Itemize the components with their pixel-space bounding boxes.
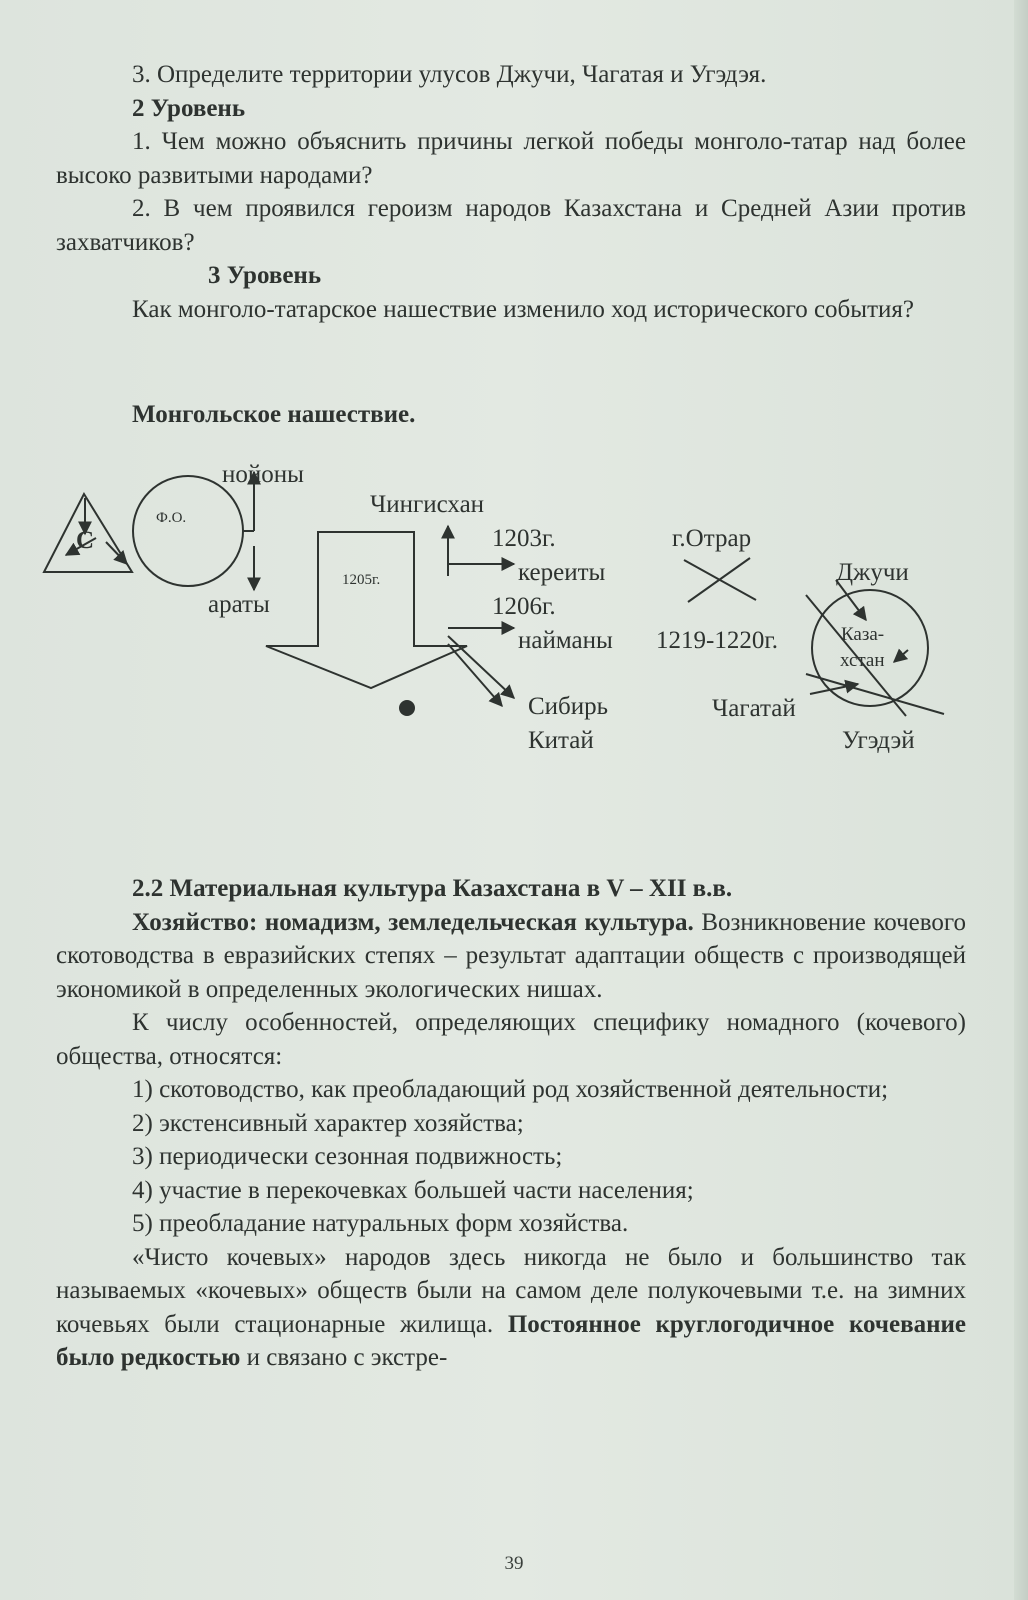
final-part-2: и связано с экстре- — [240, 1344, 448, 1371]
label-naimans: найманы — [518, 627, 613, 654]
lead-bold: Хозяйство: номадизм, земледельческая культура. — [132, 908, 694, 936]
dot-marker — [399, 700, 415, 716]
question-1-3: 3. Определите территории улусов Джучи, Чагатая и Угэдэя. — [132, 61, 767, 88]
label-kazakhstan-2: хстан — [840, 650, 885, 671]
label-chagatai: Чагатай — [712, 695, 796, 722]
label-otrar: г.Отрар — [672, 525, 752, 552]
label-siberia: Сибирь — [528, 693, 609, 720]
questions-block — [56, 58, 966, 326]
kazakhstan-circle — [812, 590, 928, 706]
question-3: Как монголо-татарское нашествие изменило ход исторического события? — [132, 295, 914, 323]
list-item: 4) участие в перекочевках большей части населения; — [132, 1176, 694, 1204]
label-years-1219: 1219-1220г. — [656, 627, 779, 654]
lead-rest: Возникновение кочевого скотоводства в евразийских степях – результат адаптации обществ с производящей экономикой в определенных экологических нишах. — [56, 908, 967, 1003]
section-final — [56, 1241, 966, 1375]
label-araty: араты — [208, 591, 270, 618]
label-year-1205: 1205г. — [342, 572, 381, 588]
label-china: Китай — [528, 727, 594, 754]
final-part-1: «Чисто кочевых» народов здесь никогда не было и большинство так называемых «кочевых» обществ были на самом деле полукочевыми т.е. на зимних кочевьях были стационарные жилища. — [56, 1243, 966, 1338]
level-2-heading: 2 Уровень — [132, 94, 246, 122]
label-genghis: Чингисхан — [370, 491, 485, 518]
label-noyons: нойоны — [222, 461, 304, 488]
arrow-jochi — [836, 580, 866, 620]
section-heading: 2.2 Материальная культура Казахстана в V – XII в.в. — [132, 875, 733, 902]
question-2-2: 2. В чем проявился героизм народов Казахстана и Средней Азии против захватчиков? — [56, 195, 966, 256]
list-item: 5) преобладание натуральных форм хозяйства. — [132, 1210, 629, 1237]
page-number: 39 — [504, 1553, 524, 1574]
arrow-to-siberia-b — [448, 644, 502, 706]
list-item: 1) скотоводство, как преобладающий род хозяйственной деятельности; — [132, 1076, 889, 1103]
mongol-invasion-diagram — [36, 460, 996, 770]
arrow-ugedei — [894, 650, 908, 662]
label-kazakhstan-1: Каза- — [841, 624, 885, 645]
state-arrow-shape — [266, 532, 467, 688]
triangle-letter: С — [76, 527, 95, 554]
diagram-title: Монгольское нашествие. — [132, 401, 416, 428]
diagram-title-block — [56, 398, 966, 432]
label-year-1203: 1203г. — [492, 525, 556, 552]
section-2-2 — [56, 872, 966, 1375]
list-item: 3) периодически сезонная подвижность; — [132, 1143, 563, 1170]
label-kereits: кереиты — [518, 559, 606, 586]
section-intro: К числу особенностей, определяющих специфику номадного (кочевого) общества, относятся: — [56, 1009, 966, 1070]
final-bold: Постоянное круглогодичное кочевание было редкостью — [56, 1310, 966, 1371]
level-3-heading: 3 Уровень — [208, 262, 322, 289]
fo-circle — [133, 476, 243, 586]
arrow-to-siberia-a — [448, 636, 514, 698]
list-item: 2) экстенсивный характер хозяйства; — [132, 1109, 524, 1137]
page-edge — [1014, 0, 1028, 1600]
fo-label: Ф.О. — [156, 510, 187, 526]
label-year-1206: 1206г. — [492, 593, 556, 620]
label-jochi: Джучи — [836, 559, 909, 586]
section-lead — [56, 906, 966, 1007]
label-ugedei: Угэдэй — [842, 727, 915, 754]
question-2-1: 1. Чем можно объяснить причины легкой победы монголо-татар над более высоко развитыми народами? — [56, 128, 966, 189]
otrar-cross-b — [688, 558, 750, 602]
